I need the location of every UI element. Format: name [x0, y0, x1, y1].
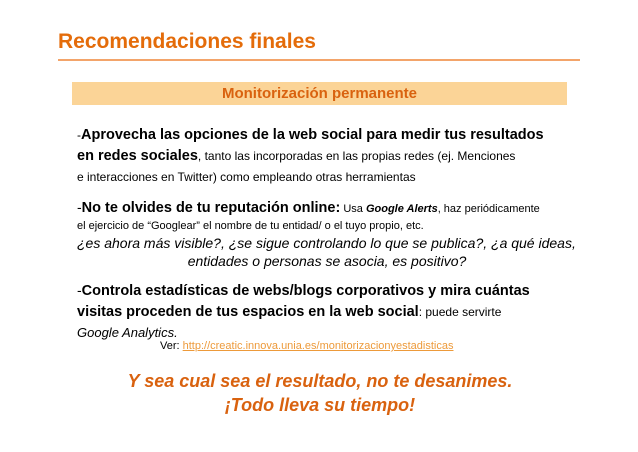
title-divider — [58, 59, 580, 61]
tip-3-heading: Controla estadísticas de webs/blogs corporativos y mira cuántas — [81, 283, 530, 299]
tip-2-bullet: - — [77, 199, 82, 215]
tip-1-text: , tanto las incorporadas en las propias redes (ej. Menciones — [197, 149, 516, 163]
tip-1-bullet: - — [77, 128, 81, 142]
tip-3-emphasis: visitas proceden de tus espacios en la web social — [77, 304, 419, 320]
tip-3-bullet: - — [77, 282, 82, 298]
tip-3-text: : puede servirte — [418, 305, 502, 319]
closing-line-2: ¡Todo lleva su tiempo! — [224, 395, 416, 415]
tip-2-question-1: ¿es ahora más visible?, ¿se sigue controlando lo que se publica?, ¿a qué ideas, — [77, 235, 576, 251]
tip-1-emphasis: en redes sociales — [77, 148, 198, 164]
slide-title: Recomendaciones finales — [58, 30, 316, 53]
tip-2-text-b: , haz periódicamente — [437, 203, 540, 215]
tip-1-line-3 — [77, 166, 577, 187]
tip-1 — [77, 124, 577, 187]
tip-2-text-a: Usa — [340, 203, 366, 215]
tip-2 — [77, 198, 577, 270]
tip-2-heading: No te olvides de tu reputación online: — [81, 200, 341, 216]
tip-1-line-1 — [77, 124, 577, 145]
reference-line — [160, 340, 453, 352]
tip-3-line-1 — [77, 280, 577, 301]
tip-2-google-alerts: Google Alerts — [365, 203, 438, 215]
tip-2-line-2: el ejercicio de “Googlear” el nombre de tu entidad/ o el tuyo propio, etc. — [77, 220, 424, 232]
tip-3 — [77, 280, 577, 343]
tip-3-line-2 — [77, 301, 577, 322]
reference-label: Ver: — [160, 340, 183, 352]
tip-2-question-2: entidades o personas se asocia, es positivo? — [187, 253, 467, 269]
tip-3-google-analytics: Google Analytics. — [77, 325, 178, 340]
section-banner: Monitorización permanente — [72, 82, 567, 105]
closing-line-1: Y sea cual sea el resultado, no te desanimes. — [127, 371, 513, 391]
tip-2-line-1 — [77, 198, 577, 218]
reference-link[interactable]: http://creatic.innova.unia.es/monitorizacionyestadisticas — [182, 340, 454, 352]
tip-1-heading: Aprovecha las opciones de la web social para medir tus resultados — [81, 127, 544, 143]
tip-1-line-2 — [77, 145, 577, 166]
tip-1-text-cont: e interacciones en Twitter) como empleando otras herramientas — [77, 170, 416, 184]
